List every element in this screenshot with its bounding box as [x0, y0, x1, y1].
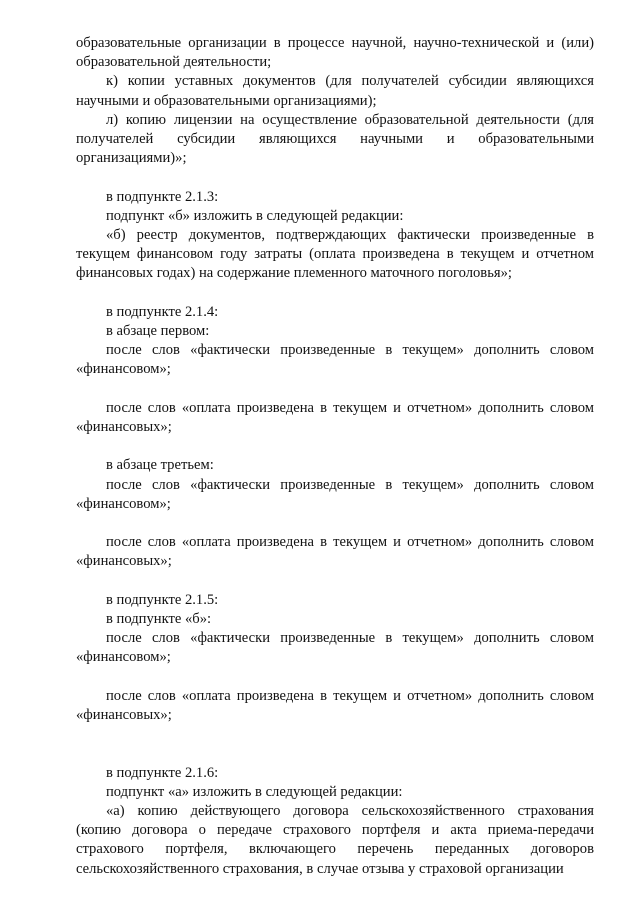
paragraph-gap — [76, 168, 594, 187]
document-paragraph: после слов «оплата произведена в текущем и отчетном» дополнить словом «финансовых»; — [76, 399, 594, 436]
document-paragraph: в абзаце третьем: — [106, 457, 214, 474]
paragraph-gap — [76, 725, 594, 763]
paragraph-gap — [76, 668, 594, 687]
document-paragraph: после слов «фактически произведенные в текущем» дополнить словом «финансовом»; — [76, 630, 594, 666]
document-paragraph: после слов «фактически произведенные в текущем» дополнить словом «финансовом»; — [76, 476, 594, 512]
paragraph-gap — [76, 514, 594, 533]
document-paragraph: в подпункте «б»: — [106, 611, 212, 627]
document-paragraph: в подпункте 2.1.6: — [106, 764, 219, 781]
document-paragraph: в подпункте 2.1.4: — [106, 303, 219, 320]
document-page — [76, 34, 594, 879]
paragraph-gap — [76, 380, 594, 399]
document-paragraph: подпункт «а» изложить в следующей редакции: — [106, 783, 403, 800]
document-paragraph: «б) реестр документов, подтверждающих фактически произведенные в текущем финансовом году затраты (оплата произведена в текущем и отчетном финансовых годах) на содержание племенного маточного поголовья»; — [76, 227, 594, 282]
document-paragraph: после слов «оплата произведена в текущем и отчетном» дополнить словом «финансовых»; — [76, 687, 594, 723]
document-paragraph: к) копии уставных документов (для получателей субсидии являющихся научными и образовательными организациями); — [76, 73, 594, 109]
document-paragraph: подпункт «б» изложить в следующей редакции: — [106, 207, 404, 224]
document-paragraph: после слов «фактически произведенные в текущем» дополнить словом «финансовом»; — [76, 342, 594, 378]
paragraph-gap — [76, 572, 594, 591]
document-paragraph: л) копию лицензии на осуществление образовательной деятельности (для получателей субсидии являющихся научными и образовательными организациями)»; — [76, 111, 594, 167]
document-paragraph: в подпункте 2.1.3: — [106, 188, 219, 205]
document-paragraph: в подпункте 2.1.5: — [106, 591, 219, 608]
document-paragraph: в абзаце первом: — [106, 323, 210, 340]
document-paragraph: после слов «оплата произведена в текущем и отчетном» дополнить словом «финансовых»; — [76, 534, 594, 570]
document-paragraph: образовательные организации в процессе научной, научно-технической и (или) образовательной деятельности; — [76, 35, 594, 71]
paragraph-gap — [76, 437, 594, 456]
document-paragraph: «а) копию действующего договора сельскохозяйственного страхования (копию договора о передаче страхового портфеля и акта приема-передачи страхового портфеля, включающего перечень переданных договоров сельскохозяйственного страхования, в случае отзыва у страховой организации — [76, 803, 594, 877]
paragraph-gap — [76, 284, 594, 303]
